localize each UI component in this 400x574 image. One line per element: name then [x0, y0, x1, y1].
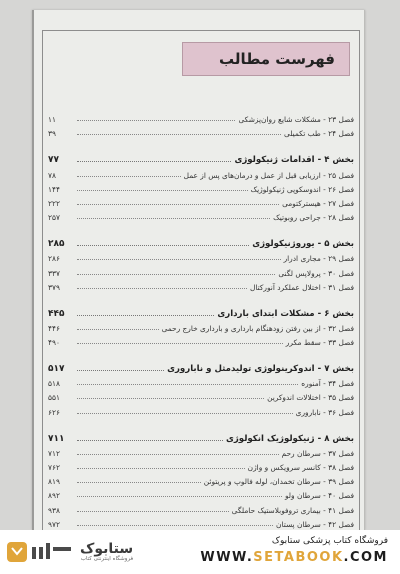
- toc-part-heading[interactable]: [48, 427, 354, 444]
- toc-chapter-row[interactable]: [48, 180, 354, 194]
- dot-leader: [77, 329, 159, 330]
- logo-name: ستابوک: [80, 541, 134, 557]
- toc-chapter-row[interactable]: [48, 319, 354, 333]
- brand-logo[interactable]: [6, 536, 133, 568]
- chapter-page-number: ۵۵۱: [48, 393, 60, 403]
- toc-chapter-row[interactable]: [48, 374, 354, 388]
- toc-part-heading[interactable]: [48, 357, 354, 374]
- dot-leader: [77, 398, 264, 399]
- toc-chapter-row[interactable]: [48, 110, 354, 124]
- setabook-logo-icon: [6, 537, 76, 567]
- toc-section: [48, 148, 354, 222]
- dot-leader: [77, 176, 181, 177]
- chapter-page-number: ۵۱۸: [48, 379, 60, 389]
- book-page: [32, 10, 365, 530]
- chapter-page-number: ۷۱۲: [48, 448, 60, 458]
- dot-leader: [77, 259, 281, 260]
- chapter-title: فصل ۳۲ - از بین رفتن زودهنگام بارداری و بارداری خارج رحمی: [161, 323, 354, 333]
- chapter-page-number: ۷۸: [48, 170, 56, 180]
- part-title: بخش ۵ - یوروژنیکولوژی: [252, 239, 354, 250]
- part-title: بخش ۶ - مشکلات ابتدای بارداری: [217, 308, 354, 319]
- logo-wordmark: [80, 542, 133, 562]
- chapter-page-number: ۴۹۰: [48, 338, 60, 348]
- chapter-title: فصل ۲۶ - اندوسکوپی ژنیکولوژیک: [250, 184, 354, 194]
- dot-leader: [77, 343, 283, 344]
- store-name: فروشگاه کتاب پزشکی ستابوک: [271, 536, 388, 546]
- dot-leader: [77, 525, 273, 526]
- chapter-title: فصل ۲۸ - جراحی روبوتیک: [273, 213, 354, 223]
- dot-leader: [77, 120, 235, 121]
- toc-chapter-row[interactable]: [48, 458, 354, 472]
- toc-chapter-row[interactable]: [48, 486, 354, 500]
- toc-section: [48, 232, 354, 292]
- chapter-page-number: ۲۵۷: [48, 213, 60, 223]
- dot-leader: [77, 245, 249, 246]
- dot-leader: [77, 288, 247, 289]
- chapter-page-number: ۳۳۷: [48, 268, 60, 278]
- chapter-title: فصل ۳۸ - کانسر سرویکس و واژن: [247, 463, 354, 472]
- toc-part-heading[interactable]: [48, 148, 354, 165]
- part-page-number: ۲۸۵: [48, 239, 65, 250]
- toc-chapter-row[interactable]: [48, 500, 354, 514]
- chapter-title: فصل ۳۱ - اختلال عملکرد آنورکتال: [250, 282, 354, 292]
- dot-leader: [77, 134, 281, 135]
- chapter-title: فصل ۳۴ - آمنوره: [301, 379, 354, 389]
- chapter-page-number: ۷۶۲: [48, 463, 60, 472]
- chapter-page-number: ۹۷۲: [48, 519, 60, 529]
- toc-part-heading[interactable]: [48, 232, 354, 249]
- chapter-page-number: ۲۲۲: [48, 198, 60, 208]
- toc-section: [48, 357, 354, 417]
- dot-leader: [77, 440, 223, 441]
- chapter-title: فصل ۳۰ - پرولاپس لگنی: [278, 268, 354, 278]
- url-name: SETABOOK: [253, 550, 344, 565]
- toc-part-heading[interactable]: [48, 302, 354, 319]
- dot-leader: [77, 413, 293, 414]
- toc-section: [48, 427, 354, 529]
- dot-leader: [77, 274, 275, 275]
- toc-chapter-row[interactable]: [48, 249, 354, 263]
- dot-leader: [77, 482, 201, 483]
- chapter-title: فصل ۴۰ - سرطان ولو: [284, 491, 354, 501]
- chapter-title: فصل ۲۵ - ارزیابی قبل از عمل و درمان‌های پس از عمل: [183, 170, 354, 180]
- chapter-page-number: ۴۴۶: [48, 323, 60, 333]
- dot-leader: [77, 204, 279, 205]
- dot-leader: [77, 511, 229, 512]
- dot-leader: [77, 218, 270, 219]
- url-prefix: WWW.: [200, 550, 254, 565]
- chapter-title: فصل ۴۲ - سرطان پستان: [276, 519, 354, 529]
- chapter-page-number: ۳۹: [48, 129, 56, 139]
- dot-leader: [77, 190, 248, 191]
- chapter-title: فصل ۲۷ - هیسترکتومی: [282, 198, 354, 208]
- chapter-title: فصل ۴۱ - بیماری تروفوبلاستیک حاملگی: [231, 505, 354, 515]
- toc-chapter-row[interactable]: [48, 402, 354, 416]
- dot-leader: [77, 468, 245, 469]
- url-suffix: .COM: [343, 550, 388, 565]
- part-page-number: ۵۱۷: [48, 364, 65, 375]
- toc-chapter-row[interactable]: [48, 278, 354, 292]
- chapter-title: فصل ۳۶ - ناباروری: [295, 407, 354, 417]
- chapter-page-number: ۱۴۴: [48, 184, 60, 194]
- store-info: [148, 536, 388, 565]
- chapter-page-number: ۸۹۲: [48, 491, 60, 501]
- table-of-contents: [48, 110, 354, 530]
- dot-leader: [77, 384, 298, 385]
- chapter-page-number: ۹۳۸: [48, 505, 60, 515]
- chapter-title: فصل ۳۹ - سرطان تخمدان، لوله فالوپ و پریتوئن: [203, 477, 354, 487]
- toc-section: [48, 110, 354, 138]
- chapter-title: فصل ۲۳ - مشکلات شایع روان‌پزشکی: [238, 115, 354, 125]
- toc-chapter-row[interactable]: [48, 472, 354, 486]
- chapter-title: فصل ۳۳ - سقط مکرر: [285, 338, 354, 348]
- store-url-link[interactable]: [148, 550, 388, 565]
- toc-section: [48, 302, 354, 347]
- part-title: بخش ۴ - اقدامات ژنیکولوژی: [234, 155, 354, 166]
- dot-leader: [77, 496, 282, 497]
- part-title: بخش ۷ - اندوکرینولوژی تولیدمثل و ناباروری: [167, 364, 354, 375]
- chapter-title: فصل ۳۷ - سرطان رحم: [281, 448, 354, 458]
- part-title: بخش ۸ - ژنیکولوژیک انکولوژی: [225, 433, 354, 444]
- toc-chapter-row[interactable]: [48, 165, 354, 179]
- dot-leader: [77, 315, 214, 316]
- part-page-number: ۴۴۵: [48, 308, 65, 319]
- toc-chapter-row[interactable]: [48, 124, 354, 138]
- toc-chapter-row[interactable]: [48, 444, 354, 458]
- dot-leader: [77, 454, 279, 455]
- toc-title-box: [182, 42, 350, 76]
- toc-chapter-row[interactable]: [48, 515, 354, 529]
- toc-chapter-row[interactable]: [48, 388, 354, 402]
- toc-chapter-row[interactable]: [48, 263, 354, 277]
- chapter-page-number: ۳۷۹: [48, 282, 60, 292]
- logo-tagline: فروشگاه اینترنتی کتاب: [80, 556, 134, 562]
- toc-chapter-row[interactable]: [48, 194, 354, 208]
- part-page-number: ۷۷: [48, 155, 59, 166]
- part-page-number: ۷۱۱: [48, 433, 65, 444]
- chapter-title: فصل ۲۹ - مجاری ادرار: [283, 254, 354, 264]
- toc-title: فهرست مطالب: [219, 50, 335, 68]
- chapter-title: فصل ۳۵ - اختلالات اندوکرین: [267, 393, 354, 403]
- chapter-title: فصل ۲۴ - طب تکمیلی: [284, 129, 354, 139]
- store-footer-banner: [0, 530, 400, 574]
- dot-leader: [77, 370, 164, 371]
- toc-chapter-row[interactable]: [48, 333, 354, 347]
- dot-leader: [77, 161, 231, 162]
- chapter-page-number: ۸۱۹: [48, 477, 60, 487]
- chapter-page-number: ۶۲۶: [48, 407, 60, 417]
- chapter-page-number: ۱۱: [48, 115, 56, 125]
- toc-chapter-row[interactable]: [48, 208, 354, 222]
- chapter-page-number: ۲۸۶: [48, 254, 60, 264]
